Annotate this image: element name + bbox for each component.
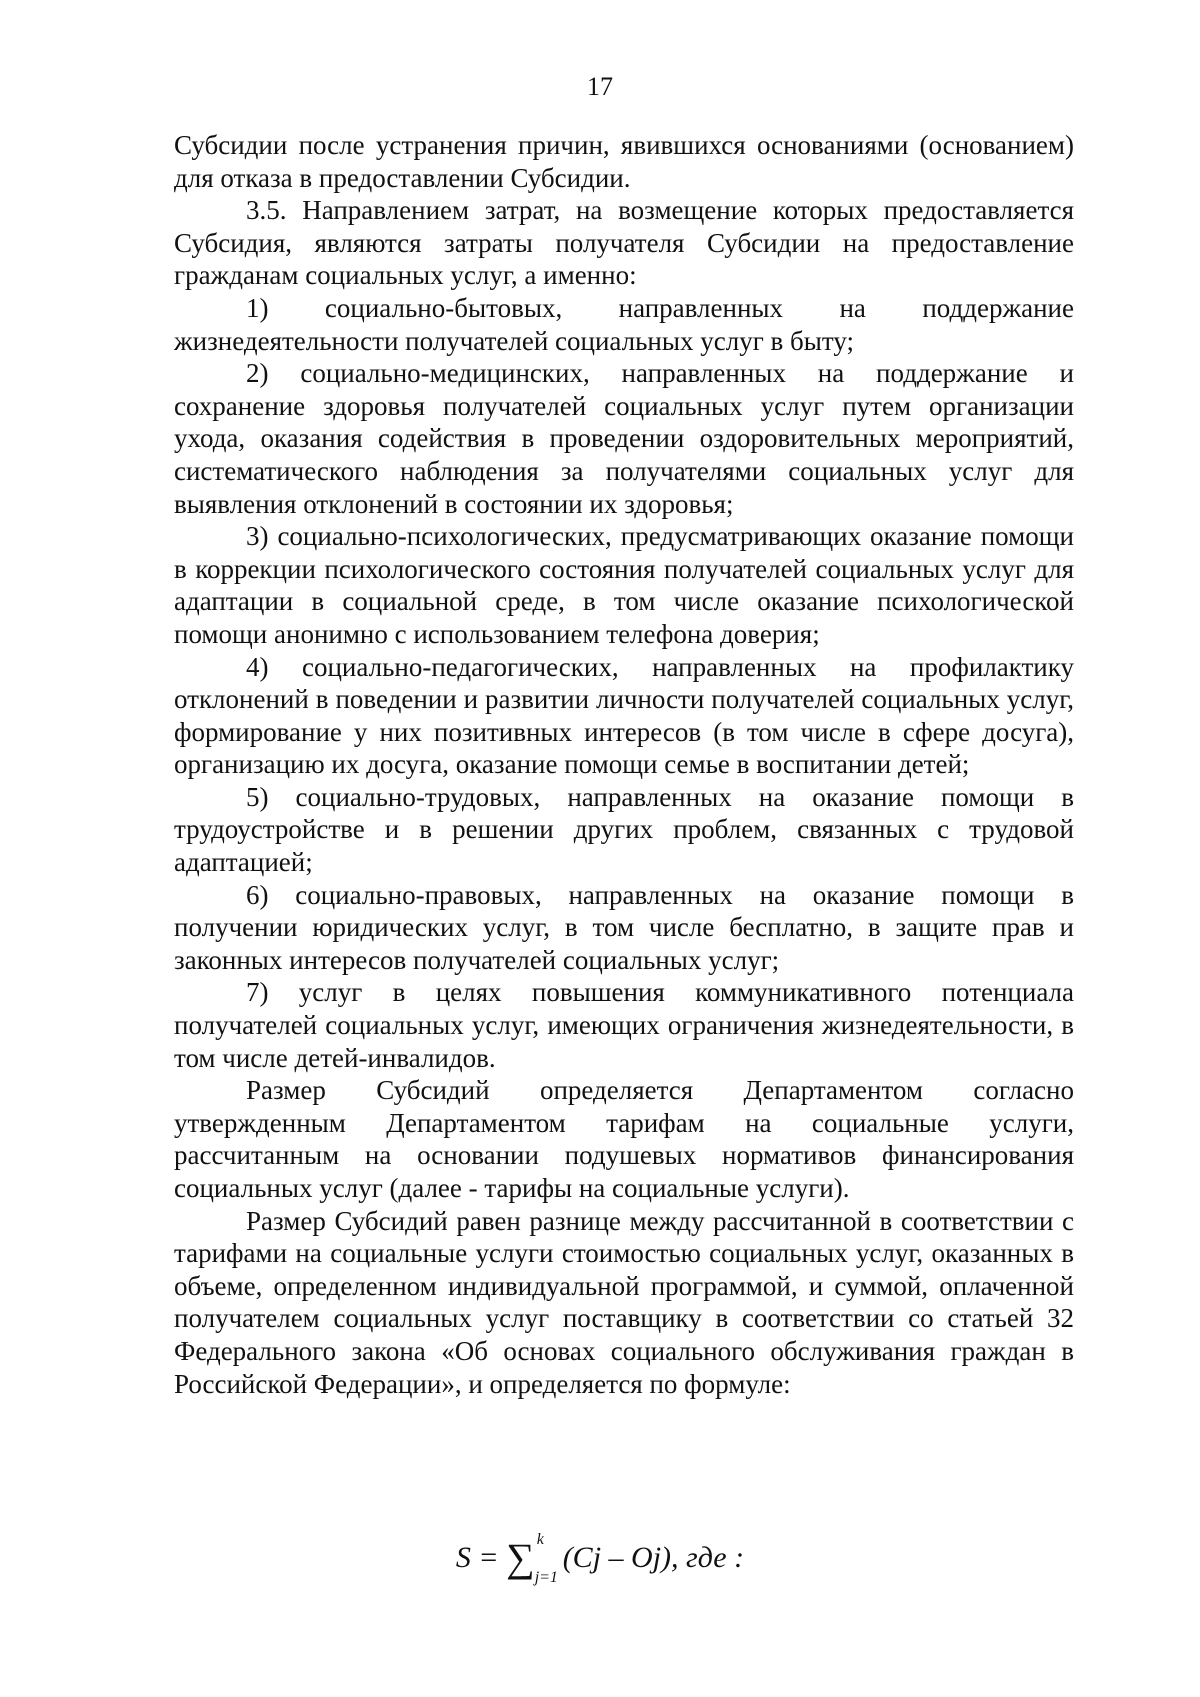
sum-lower-limit: j=1 xyxy=(534,1569,558,1587)
paragraph-subsidy-size: Размер Субсидий определяется Департаментом согласно утвержденным Департаментом тарифам на социальные услуги, рассчитанным на основании подушевых нормативов финансирования социальных услуг (далее - тарифы на социальные услуги). xyxy=(174,1075,1074,1203)
list-item-6: 6) социально-правовых, направленных на оказание помощи в получении юридических услуг, в том числе бесплатно, в защите прав и законных интересов получателей социальных услуг; xyxy=(174,879,1074,975)
list-item-5: 5) социально-трудовых, направленных на оказание помощи в трудоустройстве и в решении других проблем, связанных с трудовой адаптацией; xyxy=(174,781,1074,878)
sum-symbol: ∑ xyxy=(506,1535,535,1580)
sum-upper-limit: k xyxy=(536,1531,544,1549)
list-item-4: 4) социально-педагогических, направленных на профилактику отклонений в поведении и развитии личности получателей социальных услуг, формирование у них позитивных интересов (в том числе в сфере досуга), организацию их досуга, оказание помощи семье в воспитании детей; xyxy=(174,651,1074,780)
formula-body: (Cj – Oj), где : xyxy=(562,1541,745,1574)
list-item-1: 1) социально-бытовых, направленных на поддержание жизнедеятельности получателей социальных услуг в быту; xyxy=(174,292,1074,356)
list-item-3: 3) социально-психологических, предусматривающих оказание помощи в коррекции психологического состояния получателей социальных услуг для адаптации в социальной среде, в том числе оказание психологической помощи анонимно с использованием телефона доверия; xyxy=(174,521,1074,649)
page-number: 17 xyxy=(587,72,613,101)
formula-lhs: S = xyxy=(455,1541,507,1574)
list-item-2: 2) социально-медицинских, направленных на поддержание и сохранение здоровья получателей социальных услуг путем организации ухода, оказания содействия в проведении оздоровительных мероприятий, систематического наблюдения за получателями социальных услуг для выявления отклонений в состоянии их здоровья; xyxy=(174,358,1074,519)
subsidy-formula xyxy=(0,1531,1200,1587)
list-item-7: 7) услуг в целях повышения коммуникативного потенциала получателей социальных услуг, имеющих ограничения жизнедеятельности, в том числе детей-инвалидов. xyxy=(174,977,1074,1073)
paragraph-subsidy-formula-intro: Размер Субсидий равен разнице между рассчитанной в соответствии с тарифами на социальные услуги стоимостью социальных услуг, оказанных в объеме, определенном индивидуальной программой, и суммой, оплаченной получателем социальных услуг поставщику в соответствии со статьей 32 Федерального закона «Об основах социального обслуживания граждан в Российской Федерации», и определяется по формуле: xyxy=(174,1205,1074,1399)
document-body xyxy=(174,129,1074,1400)
paragraph-3-5: 3.5. Направлением затрат, на возмещение которых предоставляется Субсидия, являются затраты получателя Субсидии на предоставление гражданам социальных услуг, а именно: xyxy=(174,195,1074,291)
paragraph-continuation: Субсидии после устранения причин, явившихся основаниями (основанием) для отказа в предоставлении Субсидии. xyxy=(174,130,1074,193)
sum-limits xyxy=(534,1531,563,1587)
